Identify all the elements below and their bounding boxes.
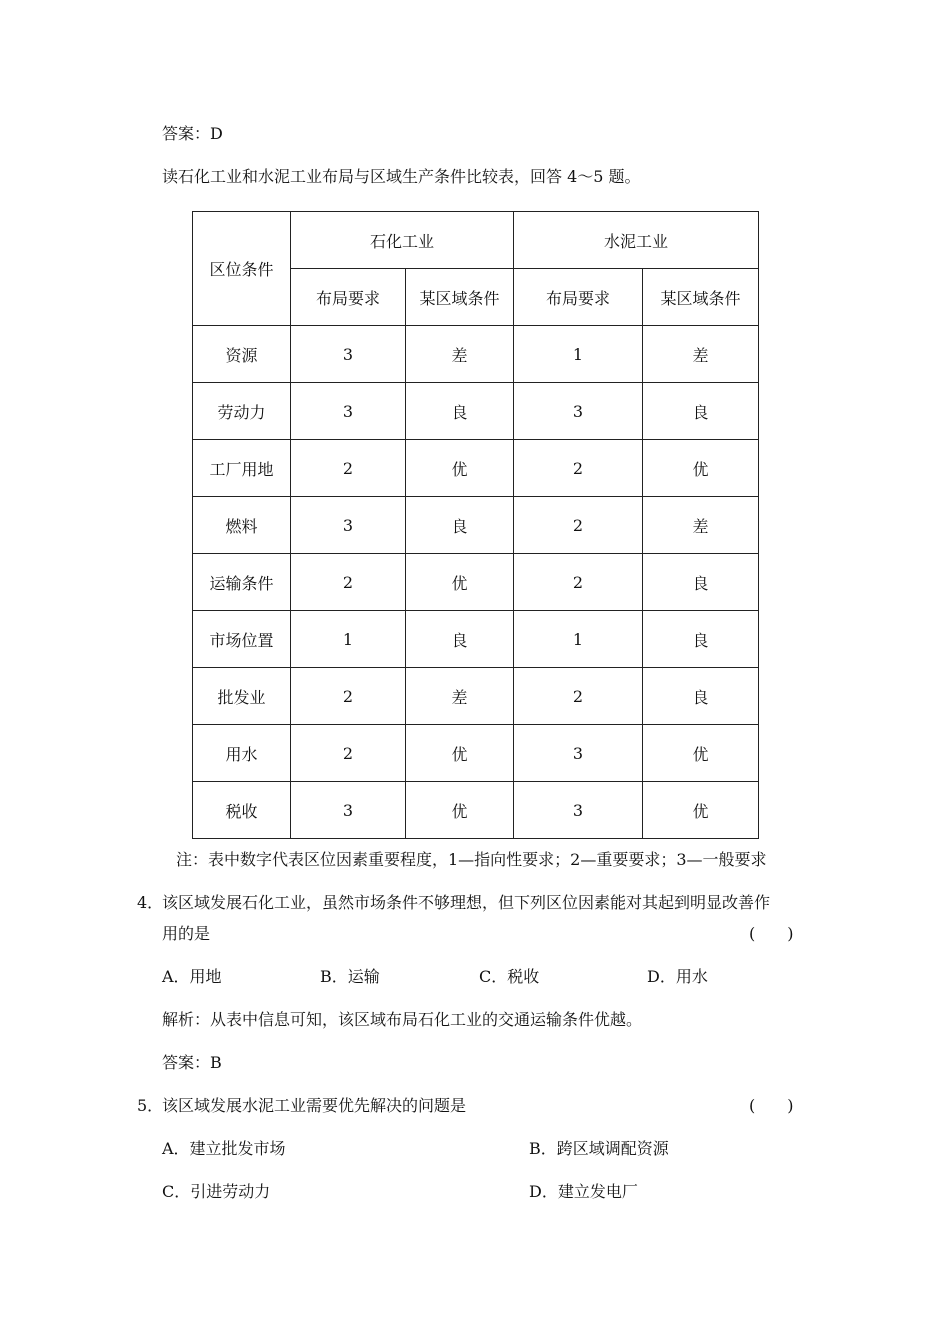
q4-answer: 答案：B [162, 1053, 222, 1072]
table-cell: 3 [291, 326, 406, 383]
q5-option-a: A．建立批发市场 [162, 1139, 286, 1158]
table-row [193, 725, 759, 782]
table-cell: 良 [643, 383, 759, 440]
table-row [193, 383, 759, 440]
group-header-petrochem: 石化工业 [291, 212, 514, 269]
table-cell: 优 [643, 782, 759, 839]
q5-answer-paren: ( ) [749, 1096, 794, 1115]
q4-option-d: D．用水 [647, 967, 708, 986]
subheader: 布局要求 [291, 269, 406, 326]
intro-text: 读石化工业和水泥工业布局与区域生产条件比较表，回答 4～5 题。 [162, 167, 641, 186]
table-row [193, 668, 759, 725]
table-row [193, 440, 759, 497]
q4-option-a: A．用地 [162, 967, 222, 986]
table-cell: 3 [291, 782, 406, 839]
row-label: 资源 [193, 326, 291, 383]
q4-number: 4． [137, 893, 164, 912]
corner-header: 区位条件 [193, 212, 291, 326]
table-cell: 2 [514, 554, 643, 611]
q5-option-b: B．跨区域调配资源 [529, 1139, 669, 1158]
table-cell: 1 [514, 326, 643, 383]
table-header-row [193, 212, 759, 269]
row-label: 市场位置 [193, 611, 291, 668]
table-cell: 3 [514, 383, 643, 440]
table-cell: 良 [406, 383, 514, 440]
row-label: 批发业 [193, 668, 291, 725]
table-row [193, 326, 759, 383]
table-cell: 2 [291, 554, 406, 611]
table-cell: 差 [643, 326, 759, 383]
q5-option-d: D．建立发电厂 [529, 1182, 638, 1201]
table-cell: 2 [291, 440, 406, 497]
q4-analysis: 解析：从表中信息可知，该区域布局石化工业的交通运输条件优越。 [162, 1010, 643, 1029]
table-cell: 差 [643, 497, 759, 554]
row-label: 燃料 [193, 497, 291, 554]
answer-line: 答案：D [162, 124, 223, 143]
subheader: 布局要求 [514, 269, 643, 326]
table-cell: 1 [291, 611, 406, 668]
table-cell: 2 [514, 440, 643, 497]
table-cell: 2 [514, 668, 643, 725]
table-row [193, 782, 759, 839]
table-cell: 优 [643, 440, 759, 497]
row-label: 用水 [193, 725, 291, 782]
table-cell: 优 [406, 440, 514, 497]
table-cell: 优 [406, 725, 514, 782]
comparison-table [192, 211, 759, 839]
table-cell: 3 [291, 497, 406, 554]
row-label: 税收 [193, 782, 291, 839]
table-cell: 3 [514, 782, 643, 839]
table-cell: 良 [643, 668, 759, 725]
table-cell: 良 [643, 611, 759, 668]
q4-stem-line1: 该区域发展石化工业，虽然市场条件不够理想，但下列区位因素能对其起到明显改善作 [162, 893, 771, 912]
table-note: 注：表中数字代表区位因素重要程度，1—指向性要求；2—重要要求；3—一般要求 [176, 850, 767, 869]
q4-stem-line2: 用的是 [162, 924, 211, 943]
q4-answer-paren: ( ) [749, 924, 794, 943]
table-cell: 2 [291, 725, 406, 782]
table-cell: 良 [406, 497, 514, 554]
table-cell: 1 [514, 611, 643, 668]
table-cell: 差 [406, 668, 514, 725]
table-row [193, 611, 759, 668]
table-cell: 优 [406, 554, 514, 611]
row-label: 运输条件 [193, 554, 291, 611]
q5-option-c: C．引进劳动力 [162, 1182, 271, 1201]
table-row [193, 554, 759, 611]
q5-stem: 该区域发展水泥工业需要优先解决的问题是 [162, 1096, 467, 1115]
group-header-cement: 水泥工业 [514, 212, 759, 269]
q4-option-b: B．运输 [320, 967, 380, 986]
q4-option-c: C．税收 [479, 967, 540, 986]
row-label: 工厂用地 [193, 440, 291, 497]
table-cell: 优 [643, 725, 759, 782]
table-row [193, 497, 759, 554]
table-cell: 良 [643, 554, 759, 611]
table-cell: 2 [291, 668, 406, 725]
table-cell: 3 [514, 725, 643, 782]
table-cell: 2 [514, 497, 643, 554]
subheader: 某区域条件 [406, 269, 514, 326]
row-label: 劳动力 [193, 383, 291, 440]
table-cell: 3 [291, 383, 406, 440]
table-cell: 良 [406, 611, 514, 668]
q5-number: 5． [137, 1096, 164, 1115]
table-cell: 优 [406, 782, 514, 839]
table-cell: 差 [406, 326, 514, 383]
subheader: 某区域条件 [643, 269, 759, 326]
